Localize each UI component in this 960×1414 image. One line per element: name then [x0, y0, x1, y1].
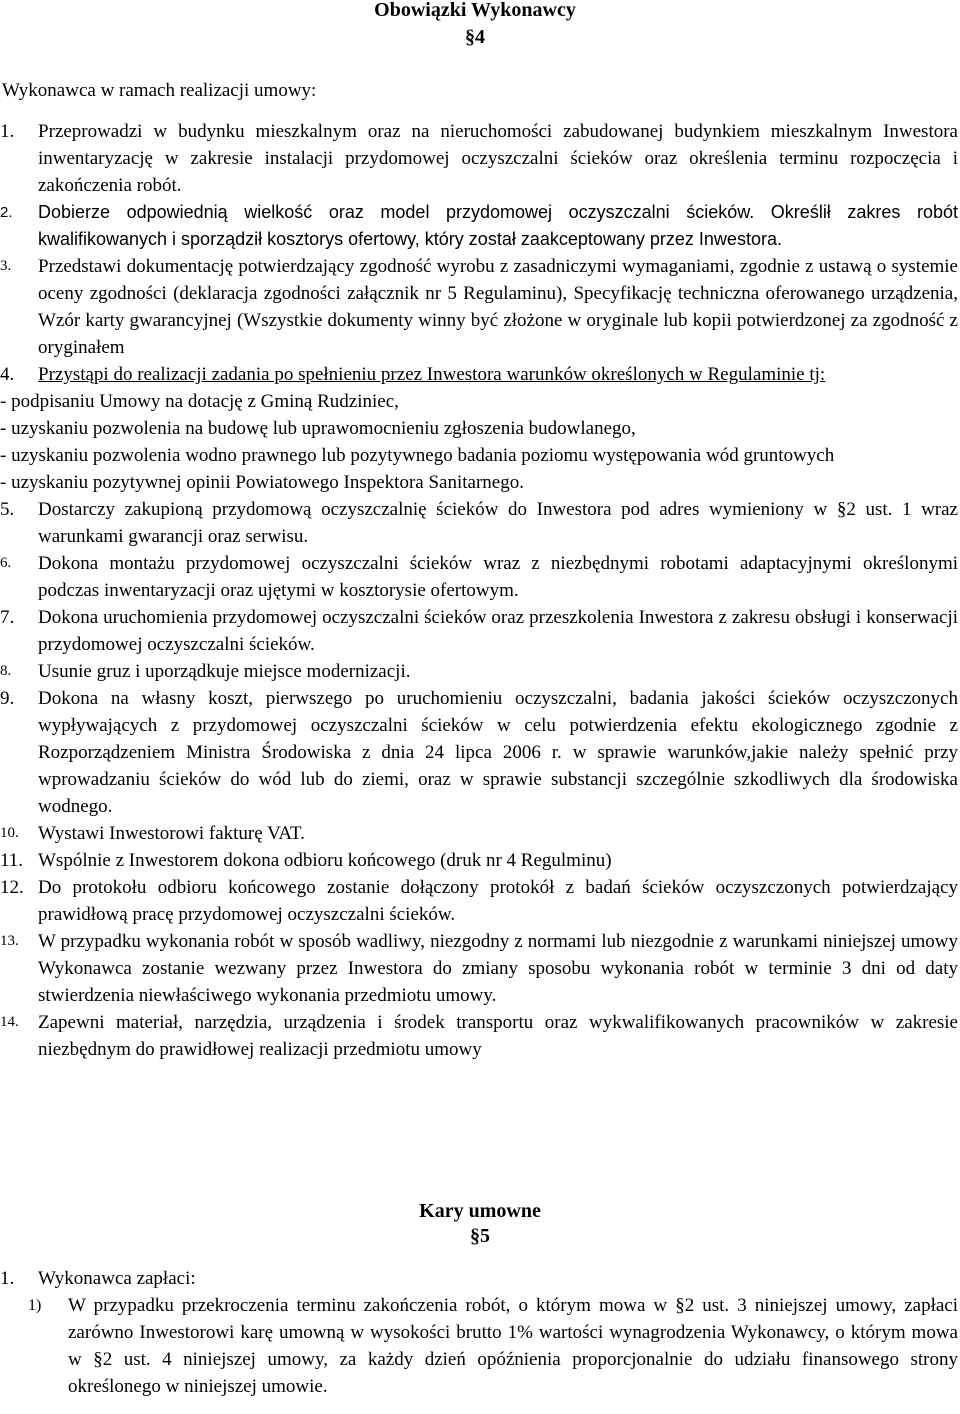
section-title: Obowiązki Wykonawcy	[374, 0, 576, 21]
item-number: 4.	[0, 364, 15, 385]
list-item	[0, 847, 958, 874]
item-text: Przedstawi dokumentację potwierdzający zgodność wyrobu z zasadniczymi wymaganiami, zgodnie z ustawą o systemie oceny zgodności (deklaracja zgodności załącznik nr 5 Regulaminu), Specyfikację techniczna oferowanego urządzenia, Wzór karty gwarancyjnej (Wszystkie dokumenty winny być złożone w oryginale lub kopii potwierdzonej za zgodność z oryginałem	[38, 256, 958, 358]
item-text-block	[38, 361, 958, 388]
item-text: Wystawi Inwestorowi fakturę VAT.	[38, 823, 305, 844]
list-item	[0, 361, 958, 388]
list-item	[0, 550, 958, 604]
item-number: 7.	[0, 607, 15, 628]
list-item	[0, 199, 958, 253]
item-text: Zapewni materiał, narzędzia, urządzenia i środek transportu oraz wykwalifikowanych pracowników w zakresie niezbędnym do prawidłowej realizacji przedmiotu umowy	[38, 1012, 958, 1060]
item-text: Przystąpi do realizacji zadania po spełnieniu przez Inwestora warunków określonych w Regulaminie tj:	[38, 364, 826, 385]
list-item	[0, 604, 958, 658]
item-number: 1.	[0, 121, 15, 142]
penalties-list	[0, 1265, 958, 1400]
section-number: §5	[470, 1225, 490, 1247]
list-item	[0, 874, 958, 928]
item-number: 6.	[0, 555, 12, 571]
item-text: W przypadku przekroczenia terminu zakończenia robót, o którym mowa w §2 ust. 3 niniejszej umowy, zapłaci zarówno Inwestorowi karę umowną w wysokości brutto 1% wartości wynagrodzenia Wykonawcy, o którym mowa w §2 ust. 4 niniejszej umowy, za każdy dzień opóźnienia proporcjonalnie do udziału finansowego strony określonego w niniejszej umowie.	[68, 1295, 958, 1397]
item-text: W przypadku wykonania robót w sposób wadliwy, niezgodny z normami lub niezgodnie z warunkami niniejszej umowy Wykonawca zostanie wezwany przez Inwestora do zmiany sposobu wykonania robót w terminie 3 dni od daty stwierdzenia niewłaściwego wykonania przedmiotu umowy.	[38, 931, 958, 1006]
sub-list-item	[0, 1292, 958, 1400]
condition-line: - uzyskaniu pozytywnej opinii Powiatowego Inspektora Sanitarnego.	[0, 472, 524, 493]
list-item	[0, 1009, 958, 1063]
list-item	[0, 928, 958, 1009]
item-number: 8.	[0, 663, 12, 679]
list-item	[0, 658, 958, 685]
condition-line: - uzyskaniu pozwolenia na budowę lub uprawomocnieniu zgłoszenia budowlanego,	[0, 418, 636, 439]
list-item	[0, 1265, 958, 1292]
item-text: Dobierze odpowiednią wielkość oraz model przydomowej oczyszczalni ścieków. Określił zakres robót kwalifikowanych i sporządził kosztorys ofertowy, który został zaakceptowany przez Inwestora.	[38, 202, 958, 249]
item-text: Przeprowadzi w budynku mieszkalnym oraz na nieruchomości zabudowanej budynkiem mieszkalnym Inwestora inwentaryzację w zakresie instalacji przydomowej oczyszczalni ścieków oraz określenia terminu rozpoczęcia i zakończenia robót.	[38, 121, 958, 196]
item-number: 3.	[0, 258, 12, 274]
list-item	[0, 253, 958, 361]
item-number: 10.	[0, 825, 19, 841]
item-text: Wspólnie z Inwestorem dokona odbioru końcowego (druk nr 4 Regulminu)	[38, 850, 612, 871]
condition-line: - podpisaniu Umowy na dotację z Gminą Rudziniec,	[0, 391, 399, 412]
item-text: Usunie gruz i uporządkuje miejsce modernizacji.	[38, 661, 411, 682]
obligations-list	[0, 118, 958, 1063]
list-item	[0, 118, 958, 199]
item-number: 5.	[0, 499, 15, 520]
item-number: 13.	[0, 933, 19, 949]
list-item	[0, 820, 958, 847]
condition-line: - uzyskaniu pozwolenia wodno prawnego lub pozytywnego badania poziomu występowania wód gruntowych	[0, 445, 835, 466]
section-number: §4	[465, 26, 485, 48]
list-item	[0, 685, 958, 820]
item-number: 1.	[0, 1268, 15, 1289]
item-text: Dostarczy zakupioną przydomową oczyszczalnię ścieków do Inwestora pod adres wymieniony w §2 ust. 1 wraz warunkami gwarancji oraz serwisu.	[38, 499, 958, 547]
item-number: 1)	[28, 1297, 42, 1314]
list-item-conditions	[0, 388, 958, 496]
item-text: Dokona montażu przydomowej oczyszczalni ścieków wraz z niezbędnymi robotami adaptacyjnymi określonymi podczas inwentaryzacji oraz ujętymi w kosztorysie ofertowym.	[38, 553, 958, 601]
item-number: 9.	[0, 688, 15, 709]
section-title: Kary umowne	[419, 1200, 541, 1222]
item-text: Wykonawca zapłaci:	[38, 1268, 196, 1289]
item-number: 11.	[0, 850, 24, 871]
item-number: 2.	[0, 204, 13, 221]
item-number: 14.	[0, 1014, 19, 1030]
conditions-block	[0, 388, 958, 496]
item-text: Dokona uruchomienia przydomowej oczyszczalni ścieków oraz przeszkolenia Inwestora z zakresu obsługi i konserwacji przydomowej oczyszczalni ścieków.	[38, 607, 958, 655]
intro-text: Wykonawca w ramach realizacji umowy:	[2, 80, 317, 101]
item-number: 12.	[0, 877, 24, 898]
item-text: Dokona na własny koszt, pierwszego po uruchomieniu oczyszczalni, badania jakości ścieków oczyszczonych wypływających z przydomowej oczyszczalni ścieków w celu potwierdzenia efektu ekologicznego zgodnie z Rozporządzeniem Ministra Środowiska z dnia 24 lipca 2006 r. w sprawie warunków,jakie należy spełnić przy wprowadzaniu ścieków do wód lub do ziemi, oraz w sprawie substancji szczególnie szkodliwych dla środowiska wodnego.	[38, 688, 958, 817]
list-item	[0, 496, 958, 550]
item-text: Do protokołu odbioru końcowego zostanie dołączony protokół z badań ścieków oczyszczonych potwierdzający prawidłową pracę przydomowej oczyszczalni ścieków.	[38, 877, 958, 925]
